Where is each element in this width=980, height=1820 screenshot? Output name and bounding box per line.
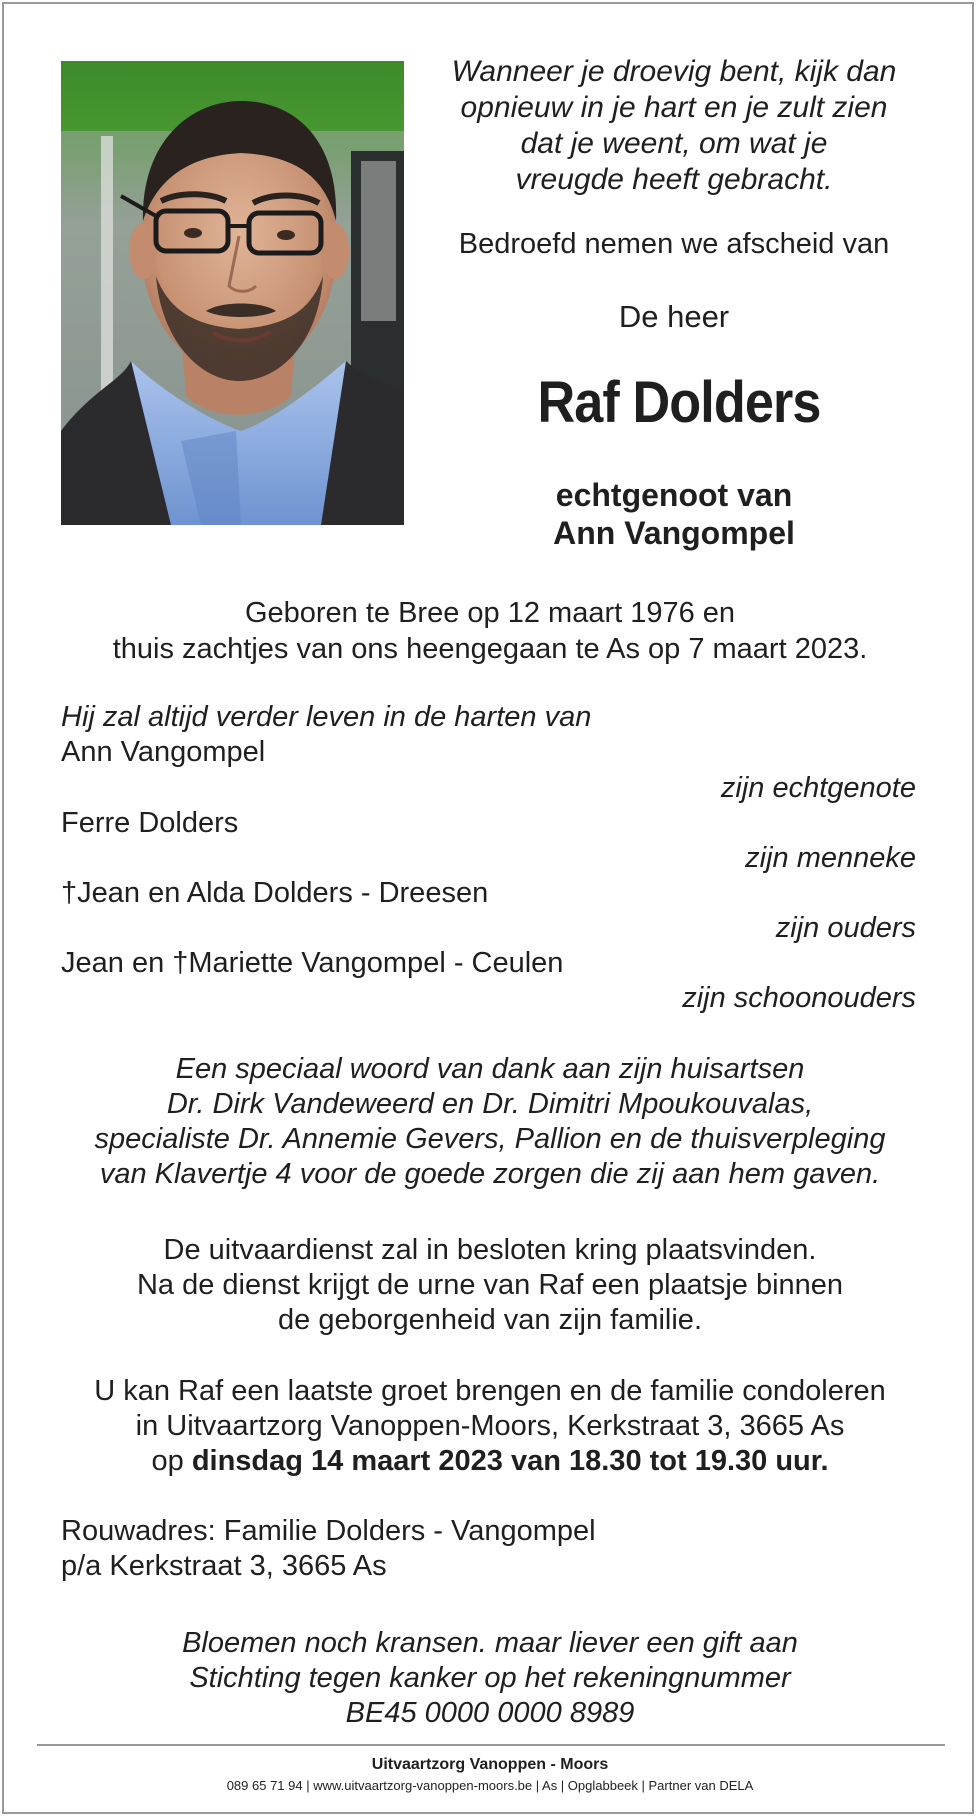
spouse-name: Ann Vangompel: [553, 515, 795, 551]
birth-line: Geboren te Bree op 12 maart 1976 en: [244, 597, 736, 629]
condolence-line: U kan Raf een laatste groet brengen en de familie condoleren: [94, 1375, 886, 1407]
family-name: Ferre Dolders: [61, 807, 239, 839]
family-intro: Hij zal altijd verder leven in de harten van: [61, 701, 592, 733]
condolence-datetime: dinsdag 14 maart 2023 van 18.30 tot 19.30 uur.: [191, 1445, 829, 1477]
poem-line: vreugde heeft gebracht.: [515, 163, 833, 196]
family-relation: zijn menneke: [745, 842, 916, 874]
title-prefix: De heer: [618, 299, 730, 334]
gift-block: [4, 1626, 976, 1731]
condolence-prefix: op: [151, 1445, 192, 1477]
address-line: Rouwadres: Familie Dolders - Vangompel: [61, 1515, 596, 1547]
thanks-line: specialiste Dr. Annemie Gevers, Pallion en de thuisverpleging: [94, 1123, 886, 1155]
gift-line: Stichting tegen kanker op het rekeningnummer: [189, 1662, 791, 1694]
intro-text: Bedroefd nemen we afscheid van: [458, 228, 890, 260]
deceased-name: Raf Dolders: [537, 370, 821, 435]
gift-line: Bloemen noch kransen. maar liever een gift aan: [182, 1627, 798, 1659]
service-line: Na de dienst krijgt de urne van Raf een plaatsje binnen: [136, 1269, 844, 1301]
thanks-line: van Klavertje 4 voor de goede zorgen die zij aan hem gaven.: [99, 1158, 881, 1190]
poem-line: Wanneer je droevig bent, kijk dan: [451, 55, 897, 88]
thanks-line: Een speciaal woord van dank aan zijn huisartsen: [175, 1053, 805, 1085]
address-block: [61, 1514, 596, 1584]
family-name: Jean en †Mariette Vangompel - Ceulen: [61, 947, 564, 979]
thanks-block: [4, 1052, 976, 1192]
obituary-card: [2, 2, 974, 1814]
family-relation: zijn schoonouders: [682, 982, 916, 1014]
family-name: Ann Vangompel: [61, 736, 266, 768]
death-line: thuis zachtjes van ons heengegaan te As op 7 maart 2023.: [112, 633, 868, 665]
poem-line: dat je weent, om wat je: [520, 127, 828, 160]
poem-line: opnieuw in je hart en je zult zien: [460, 91, 888, 124]
service-block: [4, 1233, 976, 1338]
thanks-line: Dr. Dirk Vandeweerd en Dr. Dimitri Mpoukouvalas,: [166, 1088, 814, 1120]
address-line: p/a Kerkstraat 3, 3665 As: [61, 1550, 387, 1582]
footer-info: 089 65 71 94 | www.uitvaartzorg-vanoppen-moors.be | As | Opglabbeek | Partner van DELA: [226, 1778, 754, 1793]
service-line: de geborgenheid van zijn familie.: [278, 1304, 702, 1336]
service-line: De uitvaardienst zal in besloten kring plaatsvinden.: [163, 1234, 817, 1266]
gift-line: BE45 0000 0000 8989: [345, 1697, 635, 1729]
spouse-block: [414, 476, 934, 552]
spouse-line: echtgenoot van: [555, 477, 793, 513]
family-name: †Jean en Alda Dolders - Dreesen: [61, 877, 489, 909]
poem: [414, 54, 934, 198]
condolence-block: [4, 1374, 976, 1479]
condolence-line: in Uitvaartzorg Vanoppen-Moors, Kerkstraat 3, 3665 As: [135, 1410, 845, 1442]
family-relation: zijn ouders: [775, 912, 916, 944]
footer-divider: [37, 1744, 945, 1746]
family-relation: zijn echtgenote: [720, 772, 916, 804]
portrait-photo: [61, 61, 404, 525]
birth-death-info: [4, 595, 976, 667]
condolence-line: [4, 1444, 976, 1479]
footer-title: Uitvaartzorg Vanoppen - Moors: [371, 1756, 609, 1773]
